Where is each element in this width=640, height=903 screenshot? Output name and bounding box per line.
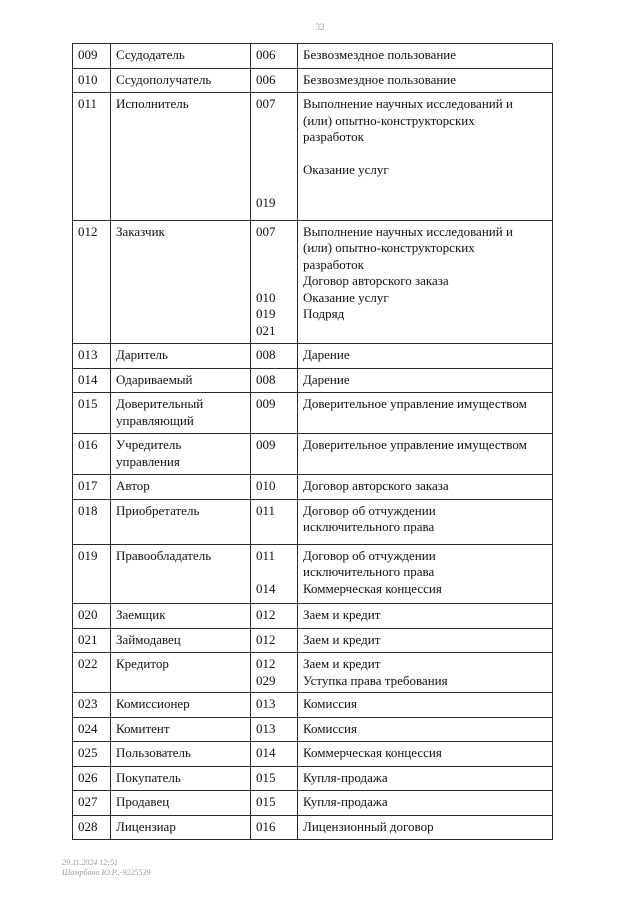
contract-code: 015 <box>256 769 276 785</box>
contract-name-cell <box>298 344 553 369</box>
table-body <box>73 44 553 840</box>
contract-code-cell <box>251 68 298 93</box>
participant-code-cell <box>73 742 111 767</box>
participant-role-cell <box>111 368 251 393</box>
participant-role-line: Одариваемый <box>116 371 193 387</box>
contract-name-cell <box>298 653 553 693</box>
contract-code-cell <box>251 766 298 791</box>
table-row <box>73 693 553 718</box>
contract-code-cell <box>251 628 298 653</box>
participant-role-line: Лицензиар <box>116 818 176 834</box>
footer-signature: Шамрбано Ю.Р.,-9225539 <box>62 868 151 877</box>
participant-role-cell <box>111 93 251 221</box>
participant-code: 016 <box>78 437 98 452</box>
participant-role-cell <box>111 653 251 693</box>
participant-role-line: Пользователь <box>116 745 191 760</box>
contract-code-cell <box>251 693 298 718</box>
participant-role-line: Комитент <box>116 720 170 736</box>
contract-name-line: Доверительное управление имуществом <box>303 396 527 411</box>
contract-code-cell <box>251 344 298 369</box>
table-row <box>73 544 553 604</box>
participant-code-cell <box>73 693 111 718</box>
footer-date: 29.11.2024 12:51 <box>62 858 119 867</box>
participant-role-line: Ссудополучатель <box>116 71 212 87</box>
participant-role-cell <box>111 220 251 344</box>
contract-code-cell <box>251 499 298 544</box>
participant-code-cell <box>73 44 111 69</box>
participant-role-cell <box>111 742 251 767</box>
contract-name-line: разработок <box>303 129 364 144</box>
contract-name-line: Доверительное управление имуществом <box>303 437 527 452</box>
participant-role-cell <box>111 604 251 629</box>
contract-code: 019 <box>256 195 276 210</box>
contract-code: 007 <box>256 223 276 239</box>
contract-name-line: (или) опытно-конструкторских <box>303 112 475 128</box>
table-row <box>73 791 553 816</box>
contract-name-line: Дарение <box>303 371 350 387</box>
contract-name-line: Подряд <box>303 306 345 321</box>
participant-code-cell <box>73 766 111 791</box>
participant-role-line: Заказчик <box>116 223 165 239</box>
participant-role-cell <box>111 68 251 93</box>
participant-code-cell <box>73 220 111 344</box>
contract-code-cell <box>251 44 298 69</box>
contract-code: 015 <box>256 794 276 809</box>
participant-code: 013 <box>78 347 98 362</box>
participant-role-line: Доверительный <box>116 396 204 411</box>
table-row <box>73 628 553 653</box>
participant-code-cell <box>73 717 111 742</box>
contract-code-cell <box>251 368 298 393</box>
participant-role-cell <box>111 628 251 653</box>
participant-role-line: Займодавец <box>116 631 181 647</box>
contract-code-cell <box>251 815 298 840</box>
table-row <box>73 393 553 434</box>
contract-name-line: Коммерческая концессия <box>303 745 442 760</box>
contract-code: 008 <box>256 347 276 362</box>
contract-name-line: Комиссия <box>303 720 357 736</box>
participant-code: 025 <box>78 745 98 760</box>
contract-name-line: исключительного права <box>303 519 435 534</box>
page-number: 32 <box>315 22 325 32</box>
table-row <box>73 220 553 344</box>
contract-name-cell <box>298 544 553 604</box>
contract-name-cell <box>298 393 553 434</box>
contract-code: 012 <box>256 631 276 647</box>
contract-code: 012 <box>256 656 276 671</box>
table-row <box>73 475 553 500</box>
participant-code: 024 <box>78 720 98 736</box>
contract-code-cell <box>251 475 298 500</box>
contract-name-cell <box>298 693 553 718</box>
participant-role-line: Учредитель <box>116 437 182 452</box>
contract-name-cell <box>298 475 553 500</box>
participant-code: 015 <box>78 396 98 411</box>
participant-code: 022 <box>78 656 98 671</box>
contract-name-line: Купля-продажа <box>303 769 388 785</box>
contract-code: 006 <box>256 71 276 87</box>
contract-name-cell <box>298 220 553 344</box>
contract-code-cell <box>251 393 298 434</box>
contract-code: 009 <box>256 437 276 452</box>
contract-code: 013 <box>256 696 276 711</box>
contract-code: 010 <box>256 289 276 305</box>
participant-code: 027 <box>78 794 98 809</box>
contract-code: 009 <box>256 396 276 411</box>
contract-name-cell <box>298 604 553 629</box>
participant-role-cell <box>111 693 251 718</box>
participant-role-line: Приобретатель <box>116 502 200 518</box>
table-row <box>73 742 553 767</box>
contract-code: 011 <box>256 502 276 518</box>
table-row <box>73 604 553 629</box>
contract-code-cell <box>251 434 298 475</box>
contract-name-cell <box>298 766 553 791</box>
contract-code: 012 <box>256 607 276 622</box>
contract-name-cell <box>298 368 553 393</box>
contract-name-line: Выполнение научных исследований и <box>303 96 513 111</box>
table-row <box>73 344 553 369</box>
participant-role-line: Даритель <box>116 347 168 362</box>
participant-role-cell <box>111 499 251 544</box>
contract-name-line: Комиссия <box>303 696 357 711</box>
participant-role-line: Заемщик <box>116 607 166 622</box>
participant-code-cell <box>73 368 111 393</box>
contract-code-cell <box>251 791 298 816</box>
contract-name-cell <box>298 93 553 221</box>
contract-name-line: Дарение <box>303 347 350 362</box>
participant-code: 020 <box>78 607 98 622</box>
table-row <box>73 653 553 693</box>
contract-name-cell <box>298 44 553 69</box>
table-row <box>73 434 553 475</box>
contract-code: 013 <box>256 720 276 736</box>
contract-name-line: Уступка права требования <box>303 672 448 688</box>
participant-role-line: Комиссионер <box>116 696 190 711</box>
participant-role-line: Кредитор <box>116 656 169 671</box>
contract-code: 029 <box>256 672 276 688</box>
participant-code-cell <box>73 475 111 500</box>
contract-name-cell <box>298 742 553 767</box>
table-row <box>73 368 553 393</box>
participant-role-cell <box>111 344 251 369</box>
participant-role-cell <box>111 717 251 742</box>
contract-name-line: Оказание услуг <box>303 289 389 305</box>
participant-code-cell <box>73 93 111 221</box>
participant-code-cell <box>73 653 111 693</box>
participant-code: 018 <box>78 502 98 518</box>
participant-code-cell <box>73 344 111 369</box>
contract-code-cell <box>251 93 298 221</box>
contract-code: 008 <box>256 371 276 387</box>
contract-name-cell <box>298 815 553 840</box>
participant-role-line: Автор <box>116 478 150 493</box>
table-row <box>73 68 553 93</box>
contract-code: 006 <box>256 47 276 62</box>
participant-code: 028 <box>78 818 98 834</box>
participant-role-cell <box>111 766 251 791</box>
contract-name-cell <box>298 717 553 742</box>
contract-name-line: Договор об отчуждении <box>303 502 436 518</box>
participant-role-cell <box>111 393 251 434</box>
participant-role-line: Ссудодатель <box>116 47 185 62</box>
contract-code-cell <box>251 742 298 767</box>
contract-name-line: разработок <box>303 256 364 272</box>
table-row <box>73 717 553 742</box>
contract-name-cell <box>298 499 553 544</box>
participant-code: 010 <box>78 71 98 87</box>
participant-role-cell <box>111 791 251 816</box>
contract-name-line: Заем и кредит <box>303 631 381 647</box>
participant-role-line: Правообладатель <box>116 547 212 563</box>
document-footer <box>62 858 150 878</box>
table-row <box>73 44 553 69</box>
contract-code: 019 <box>256 306 276 321</box>
contract-name-cell <box>298 791 553 816</box>
participant-code-cell <box>73 544 111 604</box>
table-row <box>73 815 553 840</box>
role-contract-table <box>72 43 553 840</box>
table-row <box>73 93 553 221</box>
contract-code: 014 <box>256 580 276 596</box>
contract-code: 014 <box>256 745 276 760</box>
contract-name-line: Заем и кредит <box>303 656 381 671</box>
participant-role-cell <box>111 44 251 69</box>
contract-name-line: Заем и кредит <box>303 607 381 622</box>
participant-code-cell <box>73 393 111 434</box>
contract-name-line: исключительного права <box>303 564 435 579</box>
participant-code-cell <box>73 604 111 629</box>
participant-role-cell <box>111 815 251 840</box>
participant-role-line: Покупатель <box>116 769 181 785</box>
contract-code: 021 <box>256 322 276 338</box>
participant-code: 012 <box>78 223 98 239</box>
contract-name-cell <box>298 434 553 475</box>
contract-name-line: Договор об отчуждении <box>303 547 436 563</box>
contract-code-cell <box>251 544 298 604</box>
participant-code-cell <box>73 815 111 840</box>
contract-name-line: Безвозмездное пользование <box>303 47 457 62</box>
participant-role-line: Исполнитель <box>116 96 189 111</box>
contract-name-line: Договор авторского заказа <box>303 273 449 288</box>
participant-role-line: Продавец <box>116 794 170 809</box>
contract-code-cell <box>251 604 298 629</box>
participant-role-line: управляющий <box>116 412 194 428</box>
participant-code: 009 <box>78 47 98 62</box>
contract-name-line: Коммерческая концессия <box>303 580 442 596</box>
participant-code: 011 <box>78 96 98 111</box>
participant-code: 023 <box>78 696 98 711</box>
contract-code: 007 <box>256 96 276 111</box>
table-row <box>73 766 553 791</box>
participant-code: 026 <box>78 769 98 785</box>
contract-name-cell <box>298 68 553 93</box>
participant-code-cell <box>73 628 111 653</box>
participant-code-cell <box>73 434 111 475</box>
contract-code-cell <box>251 653 298 693</box>
participant-code-cell <box>73 68 111 93</box>
participant-code: 021 <box>78 631 98 647</box>
participant-code: 019 <box>78 547 98 563</box>
participant-code: 017 <box>78 478 98 493</box>
table-row <box>73 499 553 544</box>
contract-name-line: Лицензионный договор <box>303 818 434 834</box>
contract-name-line: Безвозмездное пользование <box>303 71 457 87</box>
contract-code: 010 <box>256 478 276 493</box>
participant-code-cell <box>73 791 111 816</box>
contract-code: 011 <box>256 547 276 563</box>
participant-role-cell <box>111 475 251 500</box>
contract-code-cell <box>251 717 298 742</box>
contract-name-line: Оказание услуг <box>303 162 389 177</box>
participant-code-cell <box>73 499 111 544</box>
contract-name-cell <box>298 628 553 653</box>
contract-name-line: Выполнение научных исследований и <box>303 223 513 239</box>
participant-role-cell <box>111 544 251 604</box>
contract-name-line: (или) опытно-конструкторских <box>303 240 475 255</box>
participant-role-line: управления <box>116 453 180 469</box>
contract-code-cell <box>251 220 298 344</box>
contract-name-line: Купля-продажа <box>303 794 388 809</box>
contract-code: 016 <box>256 818 276 834</box>
participant-role-cell <box>111 434 251 475</box>
contract-name-line: Договор авторского заказа <box>303 478 449 493</box>
participant-code: 014 <box>78 371 98 387</box>
